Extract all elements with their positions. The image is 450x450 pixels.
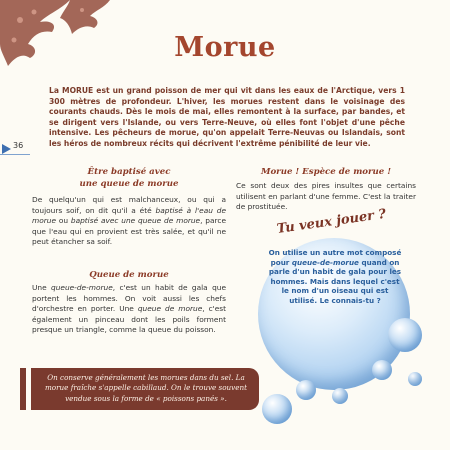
small-bubble [296, 380, 316, 400]
paragraph-baptise [32, 195, 226, 248]
small-bubble [332, 388, 348, 404]
small-bubble [262, 394, 292, 424]
small-bubble [388, 318, 422, 352]
small-bubble [408, 372, 422, 386]
queue-text-2: , c'est un habit de gala que portent les hommes. On voit aussi les chefs d'orchestre en porter. Une [32, 283, 226, 314]
paragraph-espece: Ce sont deux des pires insultes que certains utilisent en parlant d'une femme. C'est la traiter de prostituée. [236, 181, 416, 212]
queue-text-3: , c'est également un pinceau dont les poils forment presque un triangle, comme la queue du poisson. [32, 304, 226, 335]
page-number-marker [0, 140, 34, 154]
quiz-title: Tu veux jouer ? [275, 206, 388, 237]
page-marker-triangle-icon [2, 144, 11, 154]
baptise-em-2: baptisé avec une queue de morue [70, 216, 201, 226]
queue-em-2: queue de morue [137, 304, 203, 314]
quiz-text-1: On utilise un autre mot composé pour [268, 248, 402, 267]
page-number-rule [0, 154, 30, 155]
quiz-em: queue-de-morue [291, 257, 359, 267]
heading-etre-baptise [32, 166, 226, 190]
small-bubble [372, 360, 392, 380]
heading-line-2: une queue de morue [79, 179, 179, 189]
quiz-text-2: quand on parle d'un habit de gala pour les hommes. Mais dans lequel c'est le nom d'un oiseau qui est utilisé. Le connais-tu ? [268, 257, 402, 305]
queue-em-1: queue-de-morue [51, 283, 113, 292]
queue-text-1: Une [32, 283, 52, 292]
baptise-text-3: , parce que l'eau qui en provient est très salée, et qu'il ne peut étancher sa soif. [32, 216, 226, 247]
baptise-text-2: ou [56, 216, 71, 226]
note-accent-bar [20, 368, 26, 410]
paragraph-queue [32, 283, 226, 336]
heading-line-1: Être baptisé avec [87, 167, 171, 177]
note-box: On conserve généralement les morues dans du sel. La morue fraîche s'appelle cabillaud. On le trouve souvent vendue sous la forme de « poissons panés ». [31, 368, 259, 410]
page-title: Morue [174, 32, 276, 63]
heading-queue-de-morue: Queue de morue [89, 270, 169, 280]
heading-espece-de-morue: Morue ! Espèce de morue ! [260, 167, 392, 177]
intro-text: est un grand poisson de mer qui vit dans les eaux de l'Arctique, vers 1 300 mètres de profondeur. L'hiver, les morues restent dans le voisinage des courants chauds. Dès le mois de mai, elles remontent à la surface, par bandes, et se dirigent vers l'Islande, ou vers Terre-Neuve, où elles font l'objet d'une pêche intensive. Les pêcheurs de morue, qu'on appelait Terre-Neuvas ou Islandais, sont les héros de nombreux récits qui décrivent l'extrême pénibilité de leur vie. [49, 86, 405, 148]
page-number: 36 [13, 141, 24, 150]
intro-lead: La MORUE [49, 86, 94, 95]
quiz-question [268, 248, 402, 306]
baptise-em-1: baptisé à l'eau de morue [32, 205, 227, 226]
intro-paragraph [49, 86, 405, 149]
baptise-text-1: De quelqu'un qui est malchanceux, ou qui a toujours soif, on dit qu'il a été [32, 195, 226, 215]
